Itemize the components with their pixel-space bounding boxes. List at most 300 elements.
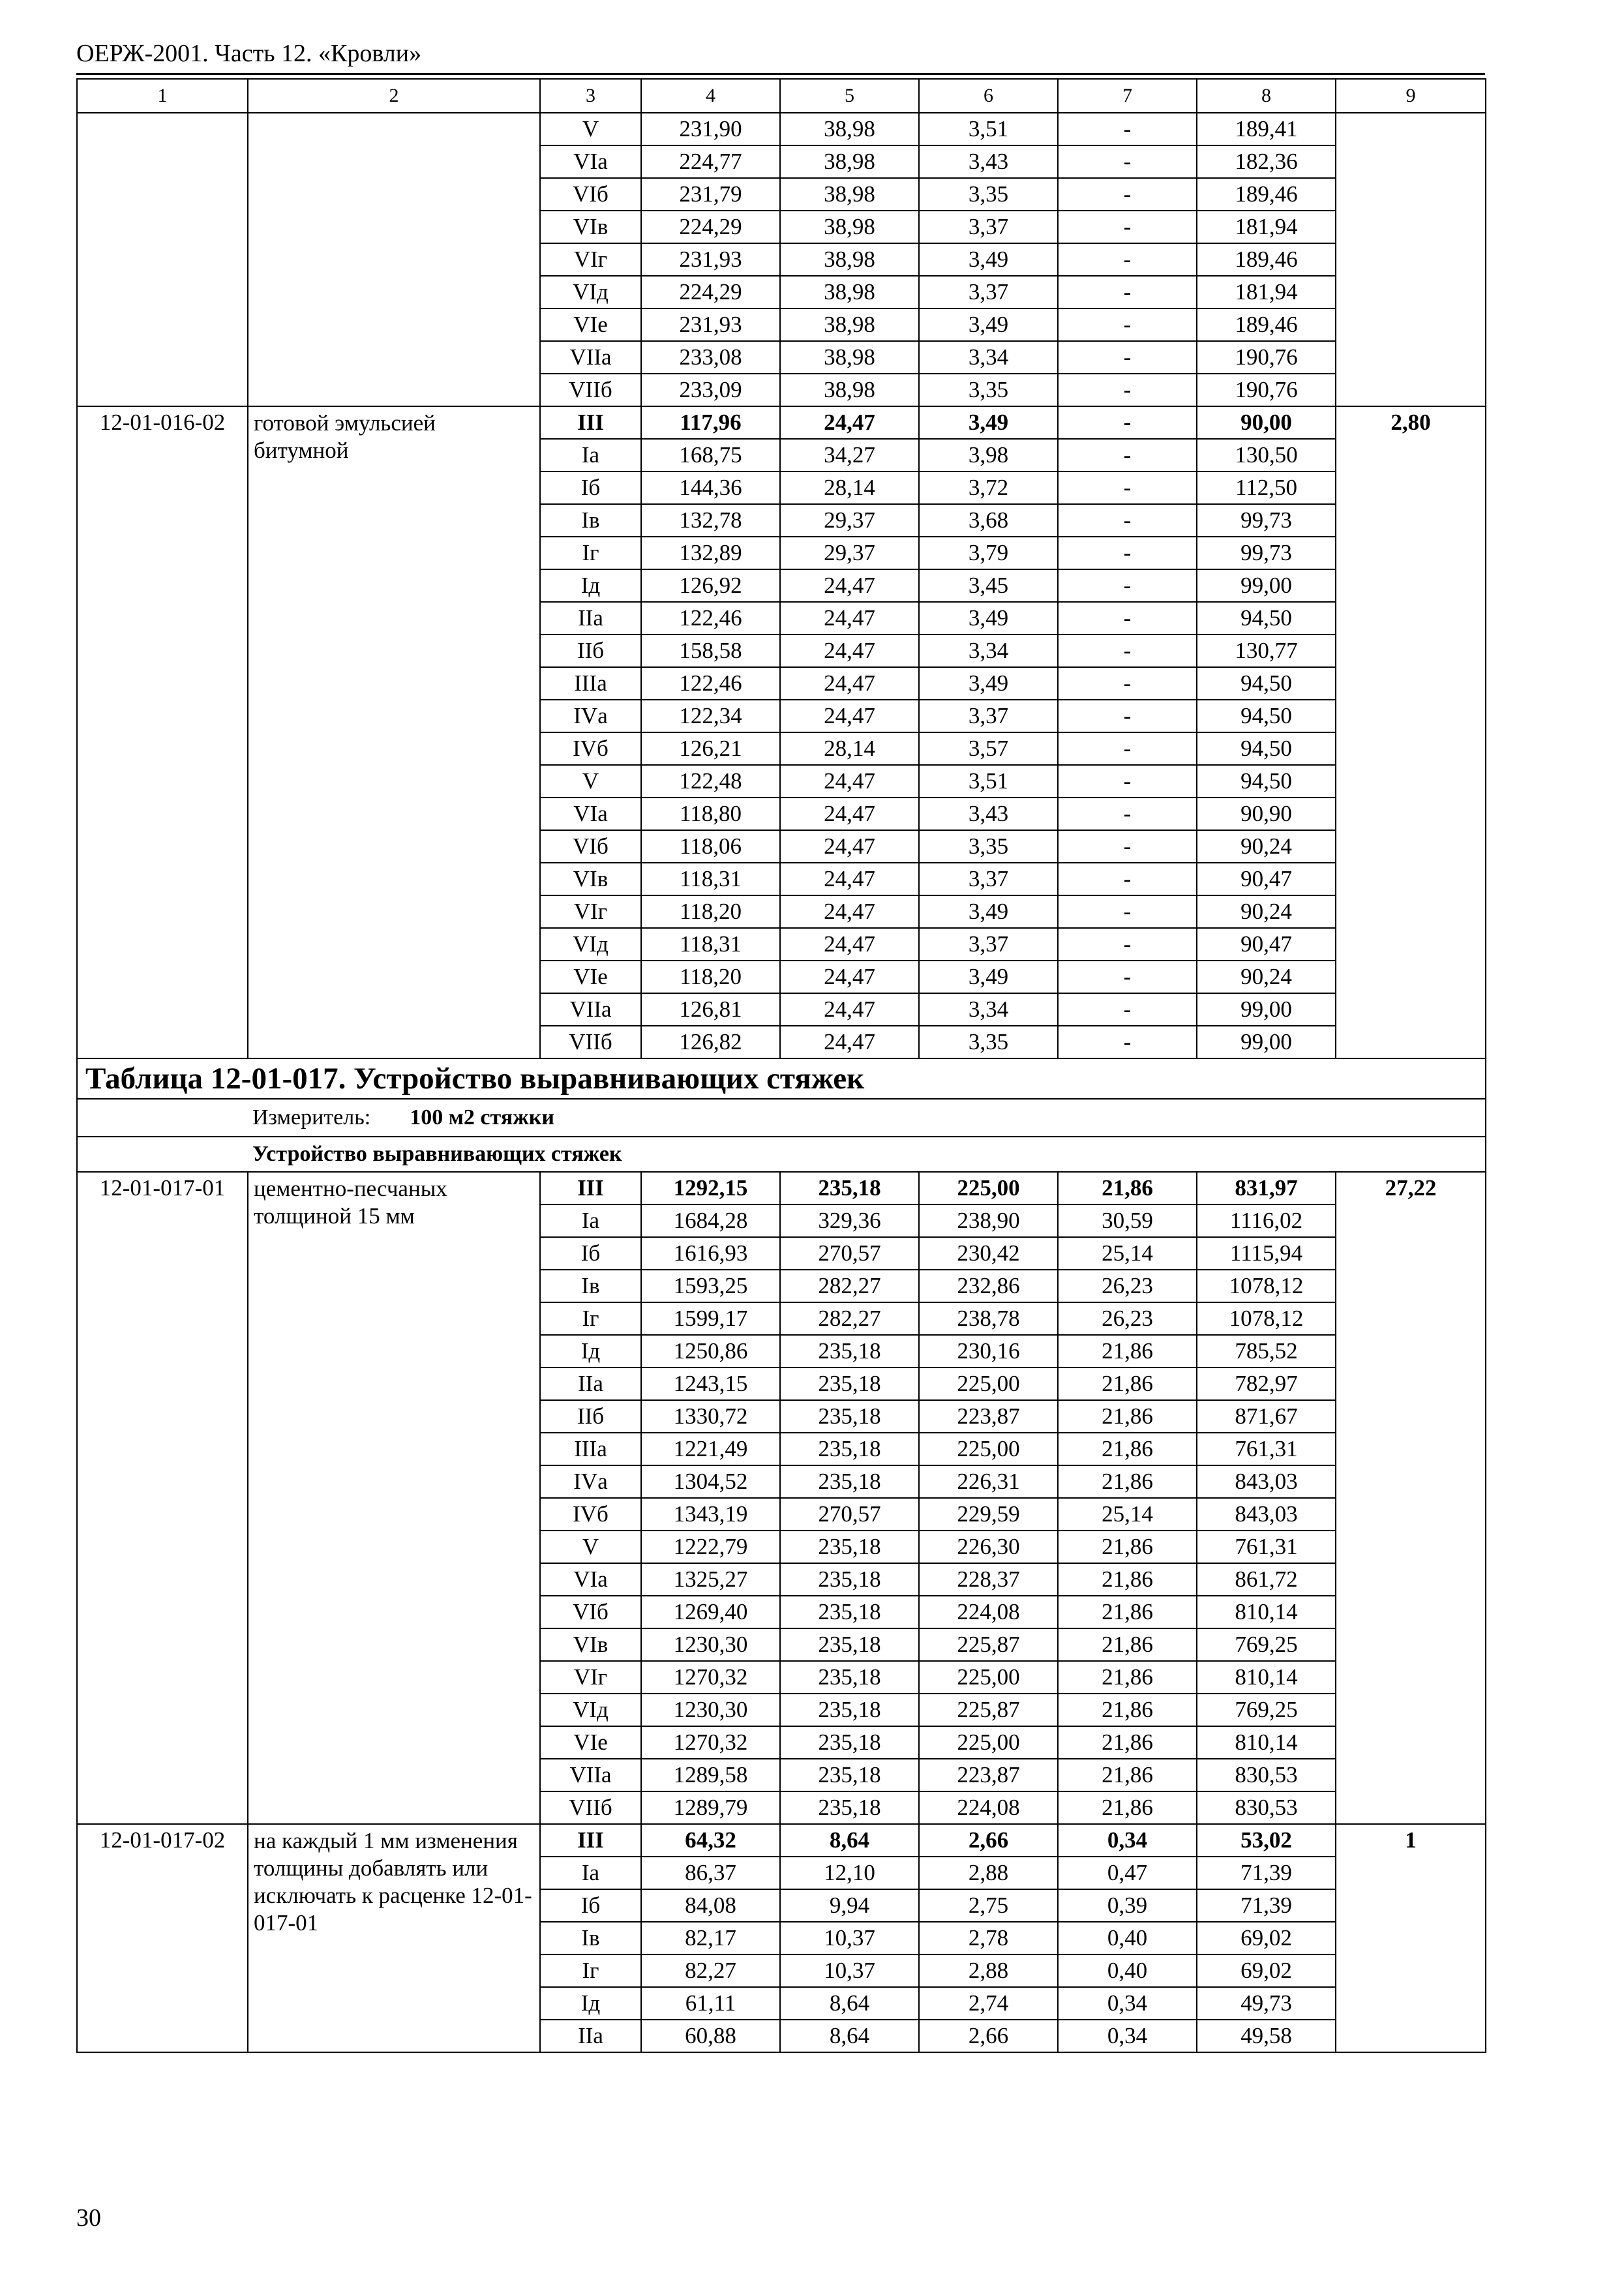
cell-machines: 2,88	[919, 1857, 1058, 1889]
cell-zone: VIа	[540, 798, 641, 830]
cell-zone: VIе	[540, 1726, 641, 1759]
cell-machine-wages: -	[1058, 341, 1197, 374]
column-number: 2	[248, 79, 540, 113]
cell-wages: 29,37	[780, 537, 919, 569]
cell-wages: 235,18	[780, 1172, 919, 1204]
labor-cost	[1336, 113, 1486, 406]
cell-zone: VIIб	[540, 374, 641, 406]
cell-total-cost: 224,77	[641, 145, 780, 178]
cell-total-cost: 118,80	[641, 798, 780, 830]
cell-total-cost: 82,17	[641, 1922, 780, 1954]
cell-machine-wages: 21,86	[1058, 1563, 1197, 1596]
cell-materials: 94,50	[1197, 732, 1336, 765]
cell-machines: 230,42	[919, 1237, 1058, 1270]
cell-materials: 782,97	[1197, 1368, 1336, 1400]
cell-total-cost: 122,48	[641, 765, 780, 798]
cell-machine-wages: -	[1058, 471, 1197, 504]
cell-materials: 831,97	[1197, 1172, 1336, 1204]
cell-total-cost: 1230,30	[641, 1694, 780, 1726]
cell-machine-wages: -	[1058, 1026, 1197, 1058]
cell-machines: 3,37	[919, 211, 1058, 243]
cell-zone: Iд	[540, 1335, 641, 1368]
cell-machine-wages: 21,86	[1058, 1726, 1197, 1759]
cell-wages: 12,10	[780, 1857, 919, 1889]
labor-cost: 2,80	[1336, 406, 1486, 1058]
cell-wages: 270,57	[780, 1237, 919, 1270]
cell-wages: 24,47	[780, 993, 919, 1026]
cell-machine-wages: 26,23	[1058, 1270, 1197, 1302]
cell-total-cost: 122,46	[641, 667, 780, 700]
cell-materials: 830,53	[1197, 1791, 1336, 1824]
cell-machines: 3,34	[919, 635, 1058, 667]
cell-machine-wages: -	[1058, 928, 1197, 961]
cell-wages: 235,18	[780, 1465, 919, 1498]
cell-materials: 182,36	[1197, 145, 1336, 178]
cell-machines: 3,35	[919, 1026, 1058, 1058]
cell-materials: 189,46	[1197, 178, 1336, 211]
meter-cell	[77, 1099, 1486, 1137]
cell-total-cost: 1250,86	[641, 1335, 780, 1368]
cell-materials: 189,41	[1197, 113, 1336, 145]
cell-total-cost: 1684,28	[641, 1204, 780, 1237]
cell-machine-wages: -	[1058, 439, 1197, 471]
cell-total-cost: 1343,19	[641, 1498, 780, 1531]
table-row	[77, 1172, 1486, 1204]
cell-total-cost: 126,82	[641, 1026, 780, 1058]
table-row	[77, 113, 1486, 145]
cell-machine-wages: 0,34	[1058, 2020, 1197, 2052]
cell-materials: 49,58	[1197, 2020, 1336, 2052]
cell-zone: VIа	[540, 145, 641, 178]
cell-wages: 235,18	[780, 1531, 919, 1563]
cell-zone: VIг	[540, 895, 641, 928]
cell-wages: 8,64	[780, 1824, 919, 1857]
cell-materials: 90,00	[1197, 406, 1336, 439]
cell-total-cost: 84,08	[641, 1889, 780, 1922]
column-number: 8	[1197, 79, 1336, 113]
cell-machine-wages: -	[1058, 504, 1197, 537]
cell-machines: 223,87	[919, 1759, 1058, 1791]
cell-wages: 24,47	[780, 635, 919, 667]
cell-materials: 761,31	[1197, 1433, 1336, 1465]
rate-code: 12-01-016-02	[77, 406, 248, 1058]
cell-wages: 282,27	[780, 1302, 919, 1335]
cell-wages: 24,47	[780, 569, 919, 602]
meter-row	[77, 1099, 1486, 1137]
cell-total-cost: 168,75	[641, 439, 780, 471]
cell-machines: 238,90	[919, 1204, 1058, 1237]
cell-machine-wages: -	[1058, 406, 1197, 439]
cell-zone: VIIа	[540, 993, 641, 1026]
cell-total-cost: 82,27	[641, 1954, 780, 1987]
cell-total-cost: 1599,17	[641, 1302, 780, 1335]
cell-machine-wages: -	[1058, 374, 1197, 406]
cell-machines: 225,00	[919, 1368, 1058, 1400]
cell-machine-wages: -	[1058, 732, 1197, 765]
table-row	[77, 406, 1486, 439]
cell-wages: 38,98	[780, 211, 919, 243]
cell-machines: 2,66	[919, 2020, 1058, 2052]
cell-zone: III	[540, 1172, 641, 1204]
cell-materials: 189,46	[1197, 243, 1336, 276]
cell-machine-wages: -	[1058, 635, 1197, 667]
column-number: 1	[77, 79, 248, 113]
cell-materials: 130,77	[1197, 635, 1336, 667]
cell-total-cost: 118,20	[641, 895, 780, 928]
cell-zone: IVб	[540, 1498, 641, 1531]
cell-machine-wages: 26,23	[1058, 1302, 1197, 1335]
cell-zone: VIIа	[540, 341, 641, 374]
cell-machine-wages: -	[1058, 602, 1197, 635]
cell-wages: 235,18	[780, 1791, 919, 1824]
cell-total-cost: 126,21	[641, 732, 780, 765]
cell-machine-wages: 25,14	[1058, 1237, 1197, 1270]
cell-machine-wages: -	[1058, 211, 1197, 243]
cell-machines: 3,37	[919, 700, 1058, 732]
column-number: 6	[919, 79, 1058, 113]
cell-machines: 2,66	[919, 1824, 1058, 1857]
page-header: ОЕРЖ-2001. Часть 12. «Кровли»	[76, 40, 422, 67]
cell-materials: 810,14	[1197, 1726, 1336, 1759]
cell-zone: Iв	[540, 1270, 641, 1302]
cell-zone: IIIа	[540, 1433, 641, 1465]
cell-machine-wages: 21,86	[1058, 1433, 1197, 1465]
cell-zone: IIа	[540, 1368, 641, 1400]
cell-machine-wages: -	[1058, 700, 1197, 732]
cell-materials: 130,50	[1197, 439, 1336, 471]
cell-materials: 1116,02	[1197, 1204, 1336, 1237]
cell-total-cost: 1304,52	[641, 1465, 780, 1498]
cell-machines: 3,34	[919, 993, 1058, 1026]
cell-total-cost: 231,93	[641, 308, 780, 341]
cell-total-cost: 117,96	[641, 406, 780, 439]
cell-machine-wages: -	[1058, 569, 1197, 602]
cell-materials: 94,50	[1197, 765, 1336, 798]
cell-machine-wages: 21,86	[1058, 1335, 1197, 1368]
cell-machines: 3,49	[919, 308, 1058, 341]
cell-machine-wages: -	[1058, 961, 1197, 993]
cell-wages: 10,37	[780, 1922, 919, 1954]
cell-wages: 8,64	[780, 1987, 919, 2020]
cell-total-cost: 231,90	[641, 113, 780, 145]
cell-machine-wages: 21,86	[1058, 1791, 1197, 1824]
cell-wages: 24,47	[780, 961, 919, 993]
cell-machines: 3,49	[919, 243, 1058, 276]
cell-wages: 24,47	[780, 863, 919, 895]
cell-materials: 190,76	[1197, 341, 1336, 374]
cell-zone: IVа	[540, 1465, 641, 1498]
cell-machine-wages: 0,39	[1058, 1889, 1197, 1922]
cell-machines: 3,68	[919, 504, 1058, 537]
cell-zone: Iа	[540, 1857, 641, 1889]
cell-machines: 3,51	[919, 113, 1058, 145]
cell-materials: 861,72	[1197, 1563, 1336, 1596]
cell-machines: 3,57	[919, 732, 1058, 765]
cell-materials: 90,24	[1197, 961, 1336, 993]
cell-zone: VIв	[540, 211, 641, 243]
cell-wages: 28,14	[780, 732, 919, 765]
cell-wages: 24,47	[780, 602, 919, 635]
cell-total-cost: 231,93	[641, 243, 780, 276]
cell-materials: 99,00	[1197, 1026, 1336, 1058]
cell-machines: 2,88	[919, 1954, 1058, 1987]
cell-wages: 235,18	[780, 1661, 919, 1694]
cell-machine-wages: 0,34	[1058, 1824, 1197, 1857]
cell-zone: III	[540, 406, 641, 439]
cell-materials: 1078,12	[1197, 1270, 1336, 1302]
column-number: 4	[641, 79, 780, 113]
table-row	[77, 1824, 1486, 1857]
cell-total-cost: 1325,27	[641, 1563, 780, 1596]
cell-materials: 769,25	[1197, 1694, 1336, 1726]
cell-zone: Iа	[540, 439, 641, 471]
cell-materials: 871,67	[1197, 1400, 1336, 1433]
rate-code	[77, 113, 248, 406]
cell-zone: Iд	[540, 1987, 641, 2020]
cell-machines: 226,31	[919, 1465, 1058, 1498]
cell-wages: 24,47	[780, 667, 919, 700]
cell-zone: VIе	[540, 961, 641, 993]
cell-machine-wages: -	[1058, 178, 1197, 211]
cell-machine-wages: -	[1058, 113, 1197, 145]
cell-materials: 99,00	[1197, 993, 1336, 1026]
rate-name: готовой эмульсией битумной	[248, 406, 540, 1058]
cell-machine-wages: -	[1058, 537, 1197, 569]
rate-code: 12-01-017-01	[77, 1172, 248, 1824]
cell-materials: 1078,12	[1197, 1302, 1336, 1335]
rates-table	[76, 78, 1486, 2053]
cell-zone: V	[540, 765, 641, 798]
cell-zone: VIIа	[540, 1759, 641, 1791]
cell-machines: 224,08	[919, 1596, 1058, 1628]
cell-wages: 8,64	[780, 2020, 919, 2052]
cell-wages: 24,47	[780, 928, 919, 961]
cell-wages: 38,98	[780, 113, 919, 145]
cell-wages: 235,18	[780, 1628, 919, 1661]
cell-machines: 3,79	[919, 537, 1058, 569]
cell-machines: 3,37	[919, 276, 1058, 308]
cell-wages: 24,47	[780, 895, 919, 928]
cell-machines: 3,51	[919, 765, 1058, 798]
cell-zone: VIе	[540, 308, 641, 341]
cell-total-cost: 1616,93	[641, 1237, 780, 1270]
cell-machines: 3,43	[919, 798, 1058, 830]
cell-machine-wages: 21,86	[1058, 1759, 1197, 1791]
cell-wages: 235,18	[780, 1433, 919, 1465]
cell-machines: 2,75	[919, 1889, 1058, 1922]
cell-zone: VIб	[540, 830, 641, 863]
table-title-row	[77, 1058, 1486, 1099]
rate-name	[248, 113, 540, 406]
cell-machine-wages: 21,86	[1058, 1661, 1197, 1694]
cell-zone: IIб	[540, 635, 641, 667]
cell-zone: Iг	[540, 1954, 641, 1987]
cell-materials: 90,24	[1197, 895, 1336, 928]
cell-materials: 181,94	[1197, 211, 1336, 243]
header-rule	[76, 73, 1485, 75]
cell-materials: 189,46	[1197, 308, 1336, 341]
cell-wages: 235,18	[780, 1694, 919, 1726]
cell-machine-wages: 0,34	[1058, 1987, 1197, 2020]
cell-machine-wages: 25,14	[1058, 1498, 1197, 1531]
cell-materials: 843,03	[1197, 1498, 1336, 1531]
cell-zone: VIд	[540, 928, 641, 961]
cell-total-cost: 1330,72	[641, 1400, 780, 1433]
cell-zone: VIIб	[540, 1791, 641, 1824]
cell-machines: 3,37	[919, 928, 1058, 961]
cell-machines: 224,08	[919, 1791, 1058, 1824]
cell-total-cost: 224,29	[641, 276, 780, 308]
cell-zone: Iб	[540, 1237, 641, 1270]
column-number-row	[77, 79, 1486, 113]
cell-materials: 71,39	[1197, 1889, 1336, 1922]
cell-materials: 99,73	[1197, 504, 1336, 537]
cell-machines: 226,30	[919, 1531, 1058, 1563]
cell-wages: 24,47	[780, 765, 919, 798]
cell-total-cost: 122,46	[641, 602, 780, 635]
cell-total-cost: 86,37	[641, 1857, 780, 1889]
cell-wages: 235,18	[780, 1596, 919, 1628]
cell-total-cost: 1270,32	[641, 1661, 780, 1694]
cell-machines: 238,78	[919, 1302, 1058, 1335]
cell-machines: 230,16	[919, 1335, 1058, 1368]
cell-machines: 225,00	[919, 1661, 1058, 1694]
cell-machines: 225,87	[919, 1628, 1058, 1661]
cell-machines: 3,49	[919, 406, 1058, 439]
cell-total-cost: 118,31	[641, 928, 780, 961]
cell-zone: IIа	[540, 2020, 641, 2052]
cell-wages: 235,18	[780, 1368, 919, 1400]
cell-wages: 329,36	[780, 1204, 919, 1237]
cell-machines: 3,37	[919, 863, 1058, 895]
cell-materials: 190,76	[1197, 374, 1336, 406]
cell-machine-wages: -	[1058, 863, 1197, 895]
column-number: 3	[540, 79, 641, 113]
cell-machines: 3,34	[919, 341, 1058, 374]
cell-total-cost: 1289,79	[641, 1791, 780, 1824]
rate-code: 12-01-017-02	[77, 1824, 248, 2052]
cell-materials: 90,90	[1197, 798, 1336, 830]
cell-machines: 225,00	[919, 1726, 1058, 1759]
cell-machines: 3,49	[919, 961, 1058, 993]
cell-zone: VIа	[540, 1563, 641, 1596]
cell-machine-wages: 21,86	[1058, 1172, 1197, 1204]
cell-wages: 235,18	[780, 1726, 919, 1759]
labor-cost: 27,22	[1336, 1172, 1486, 1824]
cell-total-cost: 1593,25	[641, 1270, 780, 1302]
cell-zone: VIд	[540, 1694, 641, 1726]
cell-machines: 2,74	[919, 1987, 1058, 2020]
cell-total-cost: 60,88	[641, 2020, 780, 2052]
page-number: 30	[76, 2204, 101, 2232]
cell-zone: Iг	[540, 537, 641, 569]
section-title: Устройство выравнивающих стяжек	[77, 1137, 1486, 1172]
cell-machine-wages: -	[1058, 765, 1197, 798]
cell-zone: VIб	[540, 1596, 641, 1628]
cell-materials: 1115,94	[1197, 1237, 1336, 1270]
cell-total-cost: 233,08	[641, 341, 780, 374]
cell-machines: 3,35	[919, 374, 1058, 406]
cell-machine-wages: -	[1058, 993, 1197, 1026]
cell-zone: Iа	[540, 1204, 641, 1237]
cell-zone: VIг	[540, 243, 641, 276]
cell-wages: 29,37	[780, 504, 919, 537]
cell-machine-wages: 0,40	[1058, 1922, 1197, 1954]
cell-machines: 3,72	[919, 471, 1058, 504]
cell-total-cost: 64,32	[641, 1824, 780, 1857]
cell-machines: 3,43	[919, 145, 1058, 178]
rate-name: на каждый 1 мм изменения толщины добавлять или исключать к расценке 12-01-017-01	[248, 1824, 540, 2052]
column-number: 7	[1058, 79, 1197, 113]
column-number: 9	[1336, 79, 1486, 113]
cell-materials: 810,14	[1197, 1661, 1336, 1694]
cell-total-cost: 122,34	[641, 700, 780, 732]
cell-machine-wages: 21,86	[1058, 1400, 1197, 1433]
cell-machines: 3,49	[919, 895, 1058, 928]
cell-wages: 38,98	[780, 276, 919, 308]
cell-materials: 94,50	[1197, 700, 1336, 732]
cell-wages: 24,47	[780, 1026, 919, 1058]
cell-total-cost: 118,31	[641, 863, 780, 895]
cell-zone: VIв	[540, 863, 641, 895]
cell-wages: 235,18	[780, 1335, 919, 1368]
cell-total-cost: 1243,15	[641, 1368, 780, 1400]
cell-materials: 843,03	[1197, 1465, 1336, 1498]
cell-total-cost: 1230,30	[641, 1628, 780, 1661]
section-row	[77, 1137, 1486, 1172]
cell-materials: 94,50	[1197, 667, 1336, 700]
cell-materials: 761,31	[1197, 1531, 1336, 1563]
cell-zone: V	[540, 113, 641, 145]
cell-zone: Iг	[540, 1302, 641, 1335]
cell-wages: 38,98	[780, 243, 919, 276]
cell-zone: Iв	[540, 1922, 641, 1954]
cell-zone: III	[540, 1824, 641, 1857]
cell-wages: 10,37	[780, 1954, 919, 1987]
cell-materials: 69,02	[1197, 1954, 1336, 1987]
cell-machine-wages: 21,86	[1058, 1531, 1197, 1563]
cell-materials: 69,02	[1197, 1922, 1336, 1954]
cell-wages: 34,27	[780, 439, 919, 471]
rate-name: цементно-песчаных толщиной 15 мм	[248, 1172, 540, 1824]
cell-machines: 3,45	[919, 569, 1058, 602]
cell-machines: 225,00	[919, 1433, 1058, 1465]
cell-machine-wages: -	[1058, 798, 1197, 830]
cell-machine-wages: -	[1058, 895, 1197, 928]
cell-zone: VIг	[540, 1661, 641, 1694]
cell-zone: VIд	[540, 276, 641, 308]
cell-wages: 235,18	[780, 1759, 919, 1791]
cell-materials: 785,52	[1197, 1335, 1336, 1368]
cell-machine-wages: -	[1058, 308, 1197, 341]
cell-machine-wages: 0,47	[1058, 1857, 1197, 1889]
meter-value: 100 м2 стяжки	[410, 1105, 554, 1130]
cell-materials: 99,00	[1197, 569, 1336, 602]
cell-machines: 3,35	[919, 830, 1058, 863]
cell-wages: 38,98	[780, 178, 919, 211]
cell-wages: 24,47	[780, 406, 919, 439]
cell-zone: IIб	[540, 1400, 641, 1433]
cell-zone: IIа	[540, 602, 641, 635]
cell-machines: 225,00	[919, 1172, 1058, 1204]
cell-wages: 9,94	[780, 1889, 919, 1922]
cell-materials: 810,14	[1197, 1596, 1336, 1628]
cell-zone: VIIб	[540, 1026, 641, 1058]
cell-wages: 24,47	[780, 830, 919, 863]
cell-total-cost: 118,20	[641, 961, 780, 993]
cell-zone: VIв	[540, 1628, 641, 1661]
cell-machines: 2,78	[919, 1922, 1058, 1954]
